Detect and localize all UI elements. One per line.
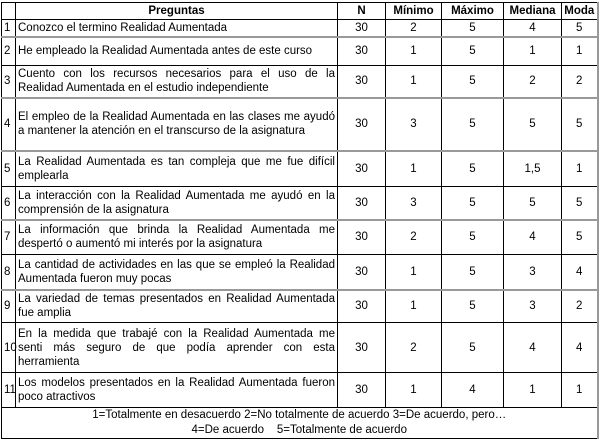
max-value: 5	[442, 255, 504, 290]
question-text: La interacción con la Realidad Aumentada me ayudó en la comprensión de la asignatura	[16, 187, 338, 220]
n-value: 30	[338, 220, 386, 255]
min-value: 3	[386, 187, 442, 220]
mode-value: 5	[562, 98, 598, 151]
row-number: 10	[2, 323, 16, 373]
mode-value: 2	[562, 66, 598, 98]
header-n: N	[338, 3, 386, 20]
median-value: 1,5	[504, 151, 562, 187]
table-row	[2, 37, 598, 66]
max-value: 5	[442, 187, 504, 220]
min-value: 1	[386, 373, 442, 408]
median-value: 4	[504, 220, 562, 255]
min-value: 1	[386, 255, 442, 290]
legend-row	[2, 408, 598, 439]
n-value: 30	[338, 255, 386, 290]
header-row	[2, 3, 598, 20]
max-value: 5	[442, 37, 504, 66]
mode-value: 2	[562, 290, 598, 323]
n-value: 30	[338, 323, 386, 373]
row-number: 7	[2, 220, 16, 255]
header-median: Mediana	[504, 3, 562, 20]
question-text: La cantidad de actividades en las que se empleó la Realidad Aumentada fueron muy pocas	[16, 255, 338, 290]
mode-value: 4	[562, 323, 598, 373]
mode-value: 1	[562, 373, 598, 408]
mode-value: 1	[562, 151, 598, 187]
table-row	[2, 151, 598, 187]
row-number: 8	[2, 255, 16, 290]
max-value: 5	[442, 220, 504, 255]
header-min: Mínimo	[386, 3, 442, 20]
min-value: 2	[386, 323, 442, 373]
min-value: 1	[386, 151, 442, 187]
mode-value: 1	[562, 37, 598, 66]
header-num	[2, 3, 16, 20]
min-value: 2	[386, 20, 442, 37]
max-value: 5	[442, 20, 504, 37]
table-row	[2, 290, 598, 323]
question-text: Conozco el termino Realidad Aumentada	[16, 20, 338, 37]
survey-results-table	[1, 2, 599, 439]
table-row	[2, 220, 598, 255]
question-text: La información que brinda la Realidad Aumentada me despertó o aumentó mi interés por la asignatura	[16, 220, 338, 255]
max-value: 5	[442, 98, 504, 151]
row-number: 11	[2, 373, 16, 408]
question-text: El empleo de la Realidad Aumentada en las clases me ayudó a mantener la atención en el transcurso de la asignatura	[16, 98, 338, 151]
median-value: 3	[504, 290, 562, 323]
table-row	[2, 255, 598, 290]
n-value: 30	[338, 20, 386, 37]
min-value: 3	[386, 98, 442, 151]
mode-value: 5	[562, 187, 598, 220]
min-value: 1	[386, 37, 442, 66]
header-max: Máximo	[442, 3, 504, 20]
scale-legend	[2, 408, 598, 439]
min-value: 1	[386, 290, 442, 323]
median-value: 4	[504, 20, 562, 37]
max-value: 5	[442, 66, 504, 98]
median-value: 1	[504, 373, 562, 408]
table-row	[2, 187, 598, 220]
table-row	[2, 66, 598, 98]
question-text: La variedad de temas presentados en Realidad Aumentada fue amplia	[16, 290, 338, 323]
row-number: 9	[2, 290, 16, 323]
row-number: 5	[2, 151, 16, 187]
n-value: 30	[338, 290, 386, 323]
min-value: 1	[386, 66, 442, 98]
n-value: 30	[338, 151, 386, 187]
n-value: 30	[338, 98, 386, 151]
n-value: 30	[338, 187, 386, 220]
median-value: 1	[504, 37, 562, 66]
question-text: Cuento con los recursos necesarios para el uso de la Realidad Aumentada en el estudio independiente	[16, 66, 338, 98]
max-value: 5	[442, 323, 504, 373]
median-value: 4	[504, 323, 562, 373]
n-value: 30	[338, 37, 386, 66]
legend-line-2: 4=De acuerdo 5=Totalmente de acuerdo	[191, 424, 407, 436]
question-text: La Realidad Aumentada es tan compleja que me fue difícil emplearla	[16, 151, 338, 187]
median-value: 3	[504, 255, 562, 290]
table-row	[2, 323, 598, 373]
n-value: 30	[338, 66, 386, 98]
row-number: 6	[2, 187, 16, 220]
median-value: 2	[504, 66, 562, 98]
question-text: En la medida que trabajé con la Realidad Aumentada me senti más seguro de que podía aprender con esta herramienta	[16, 323, 338, 373]
header-question: Preguntas	[16, 3, 338, 20]
question-text: He empleado la Realidad Aumentada antes de este curso	[16, 37, 338, 66]
mode-value: 5	[562, 20, 598, 37]
mode-value: 5	[562, 220, 598, 255]
mode-value: 4	[562, 255, 598, 290]
median-value: 5	[504, 98, 562, 151]
row-number: 2	[2, 37, 16, 66]
row-number: 3	[2, 66, 16, 98]
legend-line-1: 1=Totalmente en desacuerdo 2=No totalmente de acuerdo 3=De acuerdo, pero…	[92, 409, 507, 421]
table-row	[2, 98, 598, 151]
median-value: 5	[504, 187, 562, 220]
table-row	[2, 373, 598, 408]
n-value: 30	[338, 373, 386, 408]
max-value: 5	[442, 151, 504, 187]
min-value: 2	[386, 220, 442, 255]
question-text: Los modelos presentados en la Realidad Aumentada fueron poco atractivos	[16, 373, 338, 408]
max-value: 5	[442, 290, 504, 323]
row-number: 4	[2, 98, 16, 151]
max-value: 4	[442, 373, 504, 408]
row-number: 1	[2, 20, 16, 37]
header-mode: Moda	[562, 3, 598, 20]
table-row	[2, 20, 598, 37]
